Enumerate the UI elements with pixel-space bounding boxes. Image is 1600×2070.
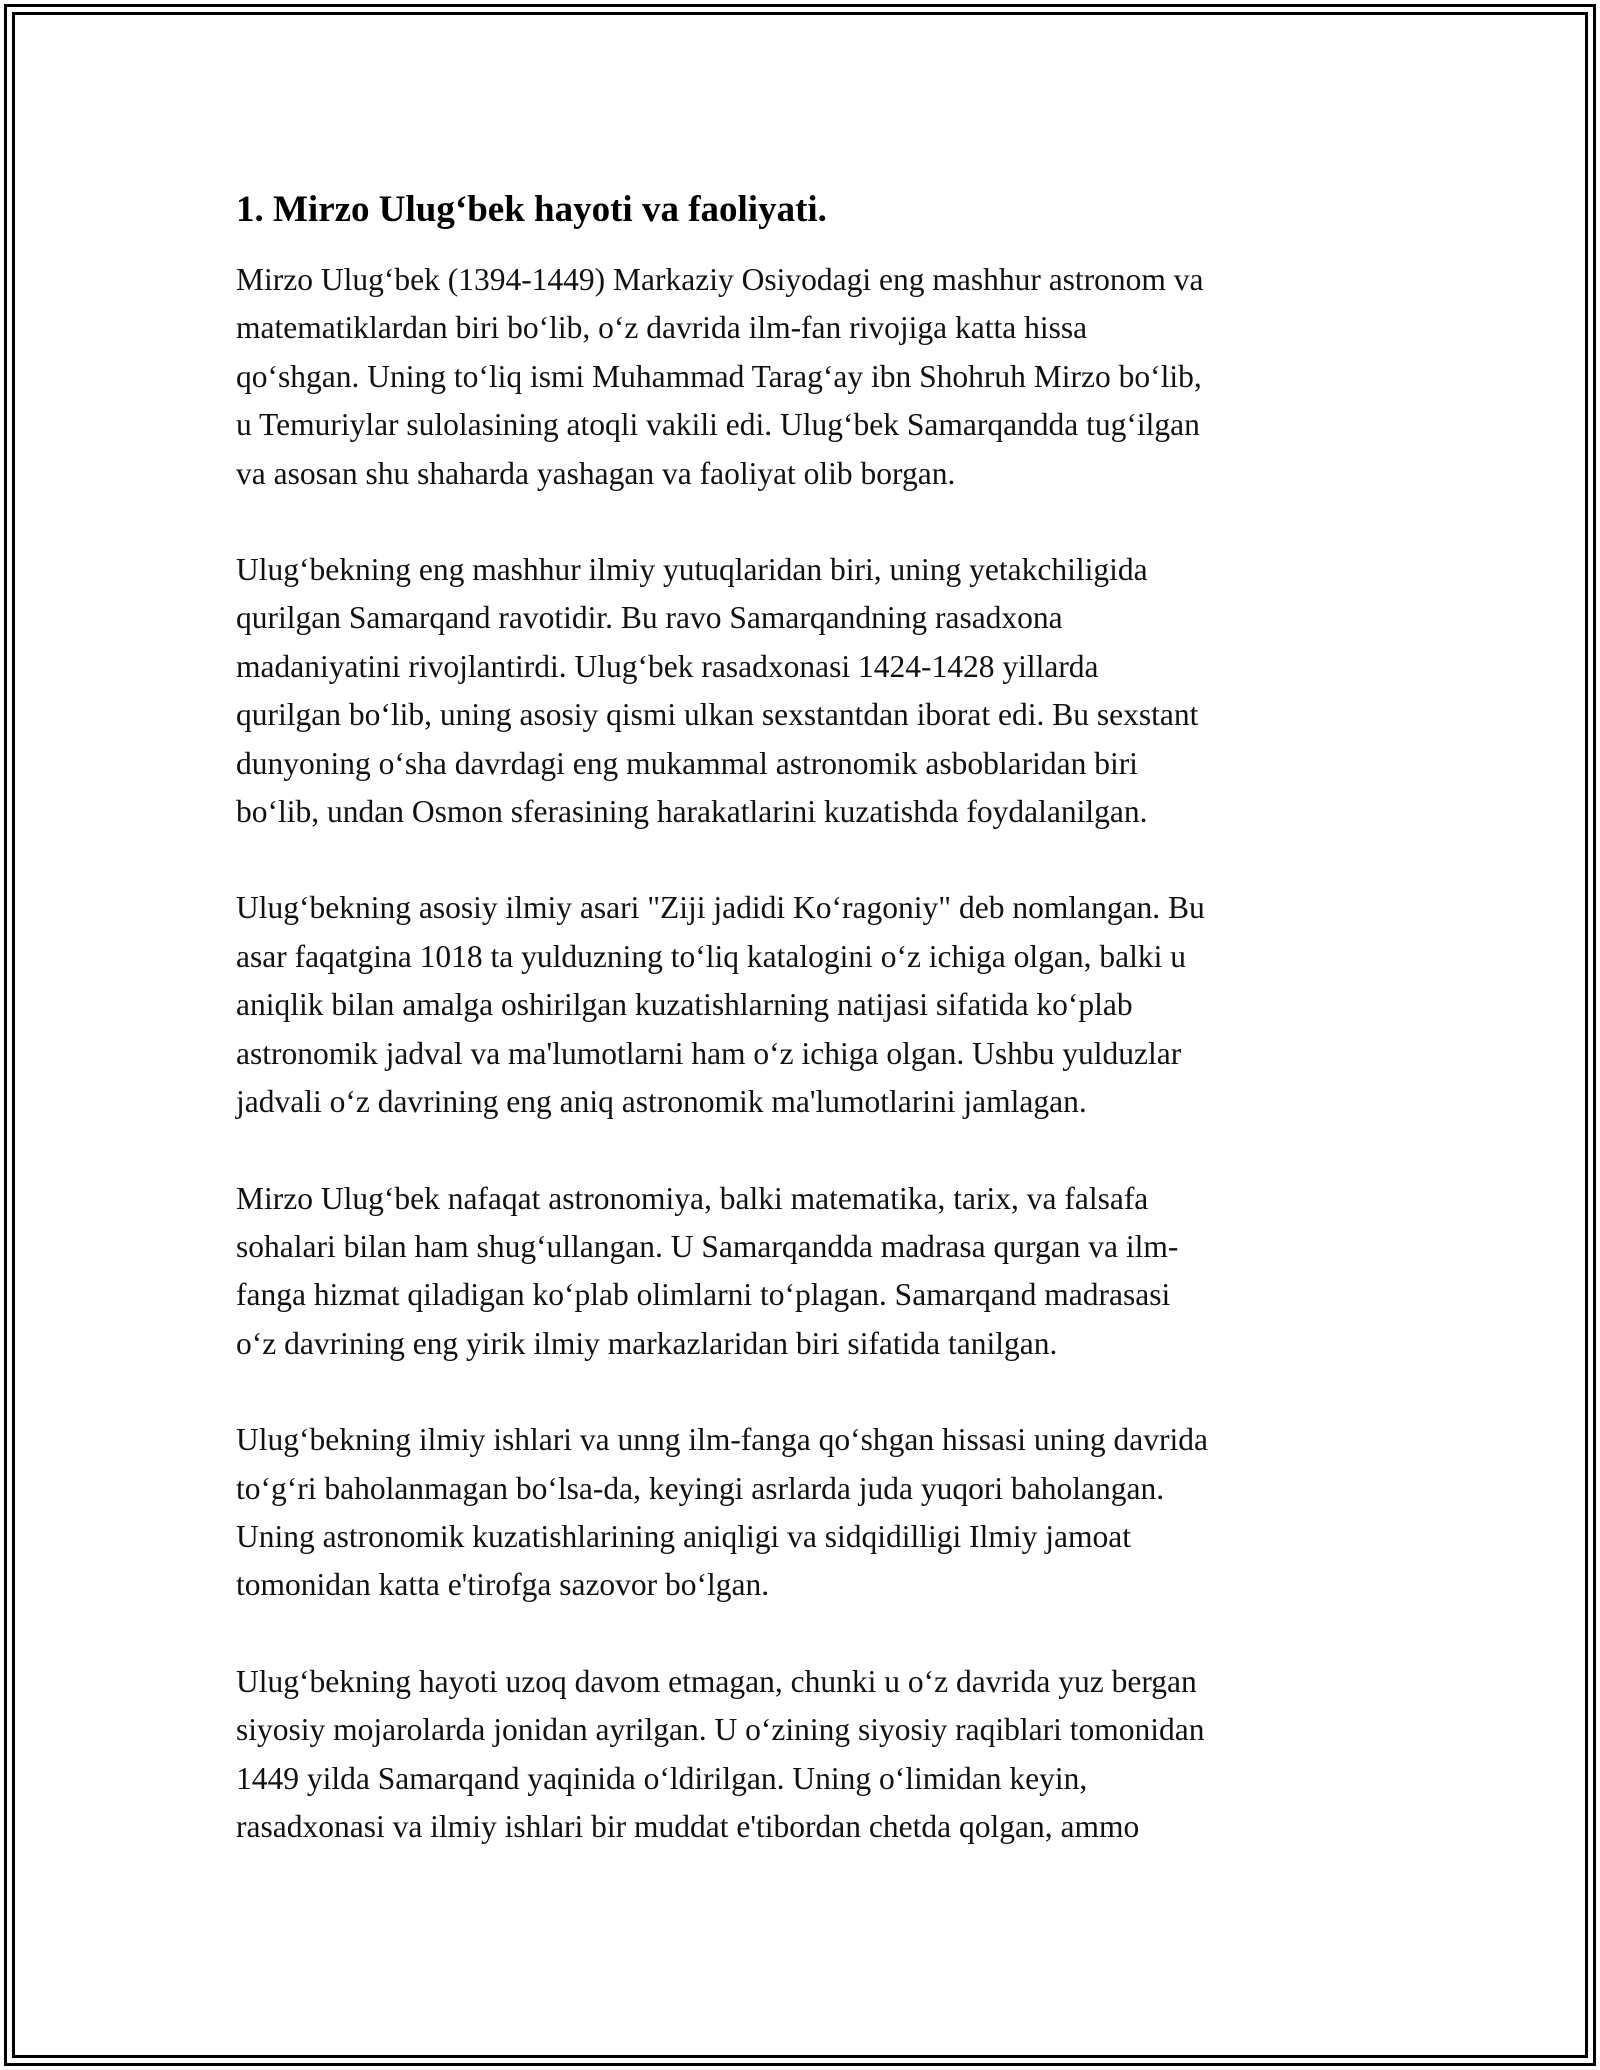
- text-line: jadvali o‘z davrining eng aniq astronomik ma'lumotlarini jamlagan.: [236, 1084, 1087, 1120]
- text-line: Ulug‘bekning hayoti uzoq davom etmagan, chunki u o‘z davrida yuz bergan: [236, 1663, 1197, 1699]
- text-line: qurilgan bo‘lib, uning asosiy qismi ulkan sexstantdan iborat edi. Bu sexstant: [236, 697, 1199, 733]
- paragraph-madrasa: [236, 1175, 1376, 1369]
- text-line: Ulug‘bekning asosiy ilmiy asari "Ziji jadidi Ko‘ragoniy" deb nomlangan. Bu: [236, 890, 1205, 926]
- text-line: rasadxonasi va ilmiy ishlari bir muddat e'tibordan chetda qolgan, ammo: [236, 1808, 1140, 1844]
- text-line: Ulug‘bekning ilmiy ishlari va unng ilm-fanga qo‘shgan hissasi uning davrida: [236, 1422, 1208, 1458]
- text-line: Ulug‘bekning eng mashhur ilmiy yutuqlaridan biri, uning yetakchiligida: [236, 552, 1148, 588]
- paragraph-legacy: [236, 1416, 1376, 1610]
- text-line: bo‘lib, undan Osmon sferasining harakatlarini kuzatishda foydalanilgan.: [236, 794, 1148, 830]
- text-line: 1449 yilda Samarqand yaqinida o‘ldirilgan. Uning o‘limidan keyin,: [236, 1760, 1088, 1796]
- paragraph-observatory: [236, 546, 1376, 836]
- text-line: asar faqatgina 1018 ta yulduzning to‘liq katalogini o‘z ichiga olgan, balki u: [236, 938, 1186, 974]
- paragraph-main-work: [236, 884, 1376, 1126]
- text-line: fanga hizmat qiladigan ko‘plab olimlarni to‘plagan. Samarqand madrasasi: [236, 1277, 1171, 1313]
- paragraph-death: [236, 1658, 1376, 1852]
- text-line: o‘z davrining eng yirik ilmiy markazlaridan biri sifatida tanilgan.: [236, 1325, 1058, 1361]
- text-line: u Temuriylar sulolasining atoqli vakili edi. Ulug‘bek Samarqandda tug‘ilgan: [236, 407, 1200, 443]
- text-line: astronomik jadval va ma'lumotlarni ham o‘z ichiga olgan. Ushbu yulduzlar: [236, 1035, 1182, 1071]
- text-line: matematiklardan biri bo‘lib, o‘z davrida ilm-fan rivojiga katta hissa: [236, 310, 1088, 346]
- text-line: qurilgan Samarqand ravotidir. Bu ravo Samarqandning rasadxona: [236, 600, 1063, 636]
- text-line: madaniyatini rivojlantirdi. Ulug‘bek rasadxonasi 1424-1428 yillarda: [236, 648, 1099, 684]
- text-line: tomonidan katta e'tirofga sazovor bo‘lgan.: [236, 1567, 770, 1603]
- text-line: Uning astronomik kuzatishlarining aniqligi va sidqidilligi Ilmiy jamoat: [236, 1518, 1132, 1554]
- text-line: qo‘shgan. Uning to‘liq ismi Muhammad Tarag‘ay ibn Shohruh Mirzo bo‘lib,: [236, 358, 1202, 394]
- document-body: [236, 186, 1376, 1899]
- text-line: sohalari bilan ham shug‘ullangan. U Samarqandda madrasa qurgan va ilm-: [236, 1228, 1179, 1264]
- text-line: Mirzo Ulug‘bek nafaqat astronomiya, balki matematika, tarix, va falsafa: [236, 1180, 1149, 1216]
- text-line: siyosiy mojarolarda jonidan ayrilgan. U o‘zining siyosiy raqiblari tomonidan: [236, 1712, 1205, 1748]
- text-line: aniqlik bilan amalga oshirilgan kuzatishlarning natijasi sifatida ko‘plab: [236, 987, 1133, 1023]
- text-line: va asosan shu shaharda yashagan va faoliyat olib borgan.: [236, 455, 956, 491]
- text-line: dunyoning o‘sha davrdagi eng mukammal astronomik asboblaridan biri: [236, 745, 1138, 781]
- section-heading: 1. Mirzo Ulug‘bek hayoti va faoliyati.: [236, 189, 827, 230]
- text-line: Mirzo Ulug‘bek (1394-1449) Markaziy Osiyodagi eng mashhur astronom va: [236, 262, 1204, 297]
- text-line: to‘g‘ri baholanmagan bo‘lsa-da, keyingi asrlarda juda yuqori baholangan.: [236, 1470, 1165, 1506]
- paragraph-biography: [236, 256, 1376, 498]
